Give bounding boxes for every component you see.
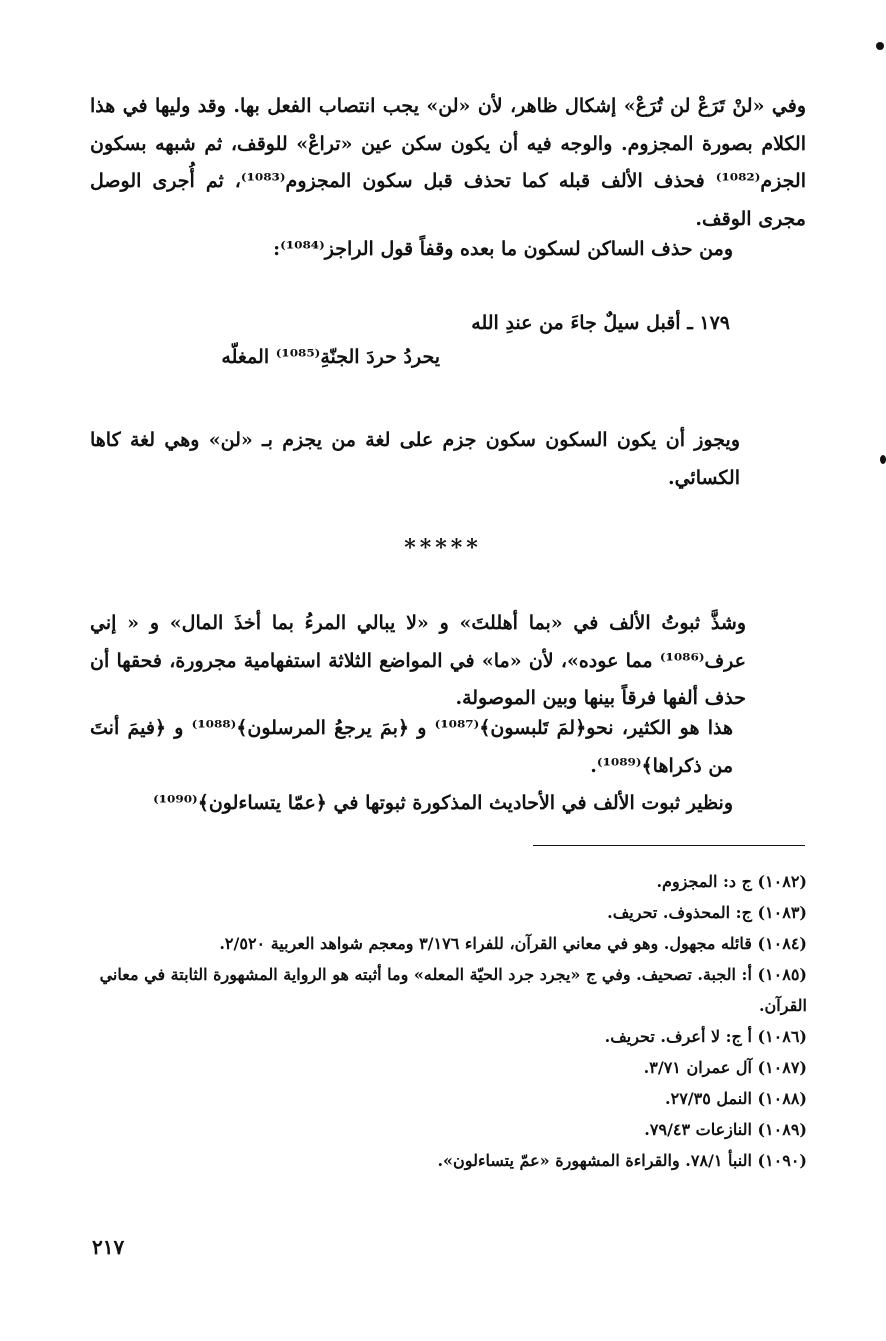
page-number: ٢١٧ — [92, 1235, 125, 1259]
verse-line-2: يحردُ حردَ الجنّةِ⁽¹⁰⁸⁵⁾ المغلّه — [221, 346, 440, 368]
footnote-1084: (١٠٨٤) قائله مجهول. وهو في معاني القرآن، للفراء ٣/١٧٦ ومعجم شواهد العربية ٢/٥٢٠. — [219, 934, 807, 953]
margin-mark — [876, 42, 884, 50]
footnote-1083: (١٠٨٣) ج: المحذوف. تحريف. — [607, 903, 807, 922]
verse-line-1: ١٧٩ ـ أقبل سيلٌ جاءَ من عندِ الله — [471, 312, 730, 334]
paragraph-1: وفي «لنْ تَرَعْ لن تُرَعْ» إشكال ظاهر، لأن «لن» يجب انتصاب الفعل بها. وقد وليها في هذا الكلام بصورة المجزوم. والوجه فيه أن يكون سكن عين «تراعْ» للوقف، ثم شبهه بسكون الجزم⁽¹⁰⁸²⁾ فحذف الألف قبله كما تحذف قبل سكون المجزوم⁽¹⁰⁸³⁾، ثم أُجرى الوصل مجرى الوقف. — [90, 95, 806, 230]
footnote-1090: (١٠٩٠) النبأ ٧٨/١. والقراءة المشهورة «عمّ يتساءلون». — [437, 1151, 807, 1170]
footnote-divider — [533, 845, 805, 846]
footnote-1087: (١٠٨٧) آل عمران ٣/٧١. — [643, 1058, 807, 1077]
paragraph-2: ومن حذف الساكن لسكون ما بعده وقفاً قول الراجز⁽¹⁰⁸⁴⁾: — [273, 238, 733, 260]
footnote-1089: (١٠٨٩) النازعات ٧٩/٤٣. — [644, 1120, 807, 1139]
footnote-1085: (١٠٨٥) أ: الجبة. تصحيف. وفي ج «يجرد جرد الحيّة المعله» وما أثبته هو الرواية المشهورة الثابتة في معاني القرآن. — [99, 965, 807, 1015]
paragraph-6: ونظير ثبوت الألف في الأحاديث المذكورة ثبوتها في ﴿عمّا يتساءلون﴾⁽¹⁰⁹⁰⁾ — [153, 792, 733, 814]
footnote-1088: (١٠٨٨) النمل ٢٧/٣٥. — [665, 1089, 807, 1108]
section-separator: ***** — [404, 535, 482, 561]
margin-mark — [880, 455, 886, 464]
paragraph-4: وشذَّ ثبوتُ الألف في «بما أهللتَ» و «لا يبالي المرءُ بما أخذَ المال» و « إني عرف⁽¹⁰⁸⁶⁾ مما عوده»، لأن «ما» في المواضع الثلاثة استفهامية مجرورة، فحقها أن حذف ألفها فرقاً بينها وبين الموصولة. — [90, 612, 746, 709]
paragraph-3: ويجوز أن يكون السكون سكون جزم على لغة من يجزم بـ «لن» وهي لغة كاها الكسائي. — [90, 429, 740, 489]
footnote-1082: (١٠٨٢) ج د: المجزوم. — [656, 872, 807, 891]
footnotes-list — [95, 866, 807, 1176]
footnote-1086: (١٠٨٦) أ ج: لا أعرف. تحريف. — [604, 1027, 807, 1046]
paragraph-5: هذا هو الكثير، نحو﴿لمَ تَلبسون﴾⁽¹⁰⁸⁷⁾ و ﴿بمَ يرجعُ المرسلون﴾⁽¹⁰⁸⁸⁾ و ﴿فيمَ أنتَ من ذكراها﴾⁽¹⁰⁸⁹⁾. — [90, 717, 734, 777]
